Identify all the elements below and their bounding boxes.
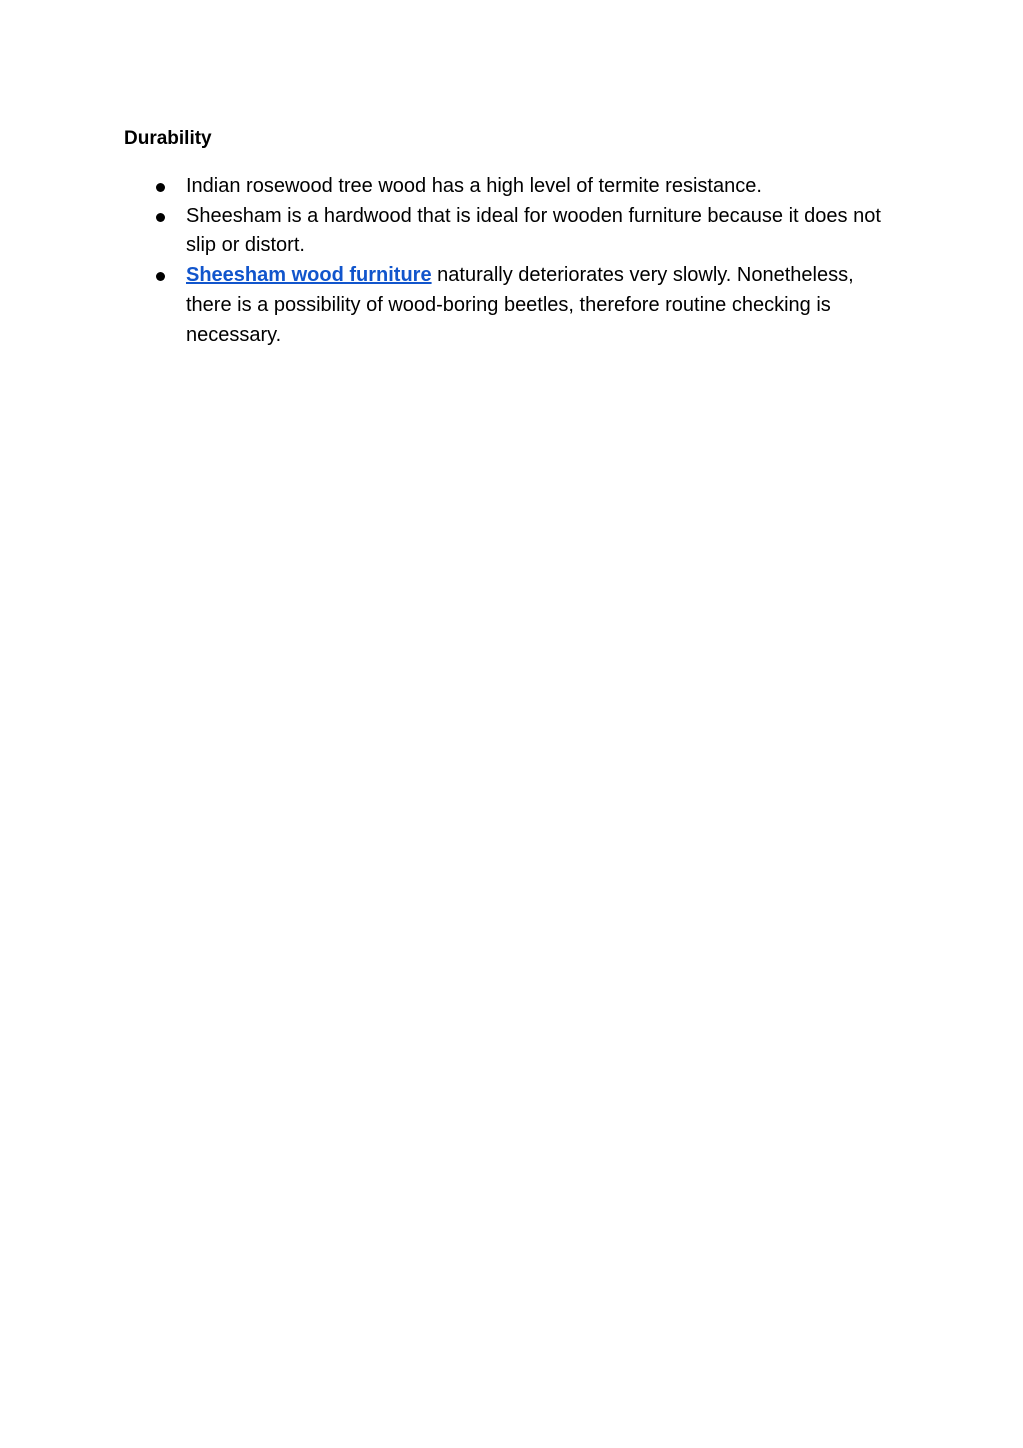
list-item-text: Indian rosewood tree wood has a high level of termite resistance. [186, 175, 762, 197]
list-item [124, 202, 884, 261]
list-item [124, 172, 884, 202]
bullet-list [124, 172, 884, 350]
list-item-text: Sheesham is a hardwood that is ideal for wooden furniture because it does not slip or distort. [186, 204, 881, 257]
bullet-icon [156, 213, 165, 222]
sheesham-furniture-link[interactable]: Sheesham wood furniture [186, 264, 432, 287]
bullet-icon [156, 272, 165, 281]
list-item-text: naturally deteriorates very slowly. Nonetheless, there is a possibility of wood-boring beetles, therefore routine checking is necessary. [186, 264, 854, 346]
list-item [124, 261, 884, 350]
bullet-icon [156, 183, 165, 192]
section-heading: Durability [124, 128, 212, 149]
